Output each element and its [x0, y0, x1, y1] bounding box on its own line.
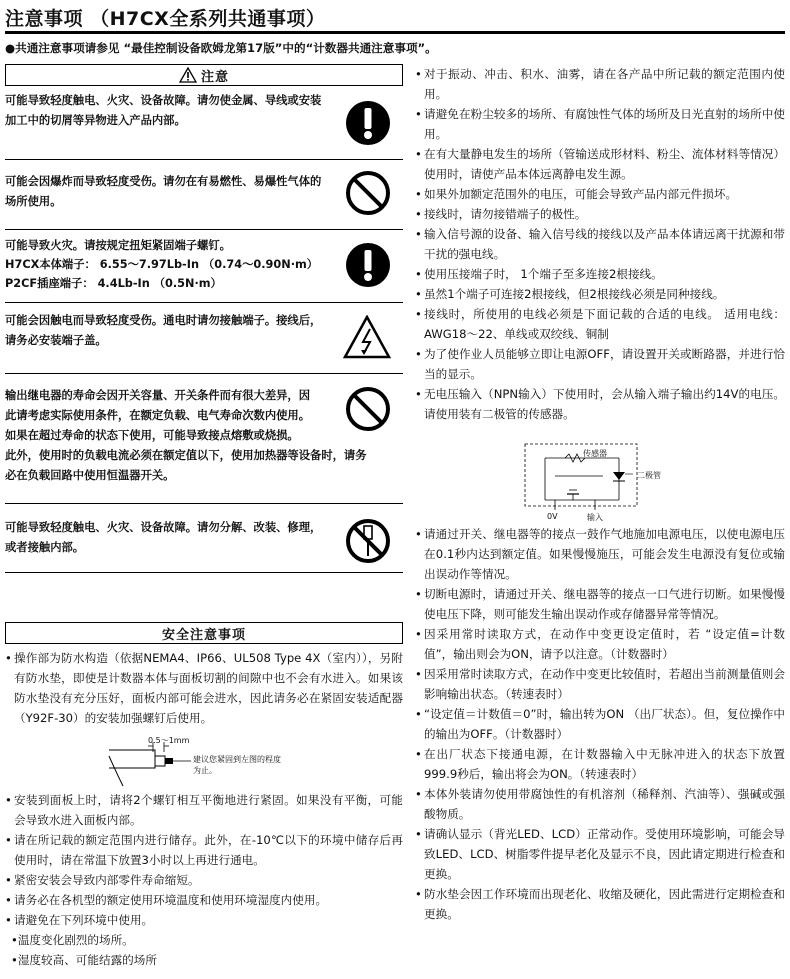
- list-item: • 在出厂状态下接通电源，在计数器输入中无脉冲进入的状态下放置999.9秒后，输出将会为ON。（转速表时）: [415, 747, 785, 781]
- caution-item: [5, 374, 403, 504]
- list-item: • 请避免在下列环境中使用。: [5, 913, 154, 927]
- caution-text: 可能导致轻度触电、火灾、设备故障。请勿分解、改装、修理，或者接触内部。: [5, 521, 322, 554]
- torque-spec-p2cf: P2CF插座端子： 4.4Lb-In （0.5N·m）: [5, 277, 222, 290]
- sensor-label: 传感器: [583, 449, 607, 458]
- list-item: • 输入信号源的设备、输入信号线的接线以及产品本体请远离干扰源和带干扰的强电线。: [415, 227, 785, 261]
- warning-triangle-icon: [179, 67, 197, 83]
- diode-label: 二极管: [637, 471, 661, 480]
- zero-volt-label: 0V: [547, 512, 558, 521]
- intro-note: ●共通注意事项请参见 “最佳控制设备欧姆龙第17版”中的“计数器共通注意事项”。: [5, 41, 437, 55]
- caution-text-block: [5, 230, 323, 293]
- list-item: • 请避免在粉尘较多的场所、有腐蚀性气体的场所及日光直射的场所中使用。: [415, 107, 785, 141]
- mandatory-icon: [345, 100, 391, 146]
- prohibition-icon: [345, 386, 391, 432]
- caution-text: 可能会因爆炸而导致轻度受伤。请勿在有易燃性、易爆性气体的场所使用。: [5, 175, 322, 208]
- list-item: • 使用压接端子时， 1个端子至多连接2根接线。: [415, 267, 663, 281]
- list-item: • 虽然1个端子可连接2根接线，但2根接线必须是同种接线。: [415, 287, 725, 301]
- title-divider: [5, 31, 785, 34]
- list-item: • 如果外加额定范围外的电压，可能会导致产品内部元件损坏。: [415, 187, 738, 201]
- caution-item: [5, 86, 403, 160]
- list-item: • 安装到面板上时，请将2个螺钉相互平衡地进行紧固。如果没有平衡，可能会导致水进入面板内部。: [5, 793, 403, 827]
- caution-text-block: [5, 374, 377, 486]
- caution-extra-text: 此外，使用时的负载电流必须在额定值以下，使用加热器等设备时，请务必在负载回路中使用恒温器开关。: [5, 449, 367, 482]
- caution-text: 可能会因触电而导致轻度受伤。通电时请勿接触端子。接线后，请务必安装端子盖。: [5, 314, 322, 347]
- list-item: • 切断电源时，请通过开关、继电器等的接点一口气进行切断。如果慢慢使电压下降，则可能发生输出误动作或存储器异常等情况。: [415, 587, 785, 621]
- list-item: • 对于振动、冲击、积水、油雾，请在各产品中所记载的额定范围内使用。: [415, 67, 785, 101]
- list-item: • 请在所记载的额定范围内进行储存。此外，在-10℃以下的环境中储存后再使用时，请在常温下放置3小时以上再进行通电。: [5, 833, 403, 867]
- list-item: • 为了使作业人员能够立即让电源OFF，请设置开关或断路器，并进行恰当的显示。: [415, 347, 785, 381]
- caution-item: [5, 160, 403, 230]
- list-item: • 因采用常时读取方式，在动作中变更比较值时，若超出当前测量值则会影响输出状态。（转速表时）: [415, 667, 785, 701]
- list-item: • 接线时，所使用的电线必须是下面记载的合适的电线。 适用电线：AWG18～22、单线或双绞线、铜制: [415, 307, 785, 341]
- list-item: • 防水垫会因工作环境而出现老化、收缩及硬化，因此需进行定期检查和更换。: [415, 887, 785, 921]
- list-item: • 本体外装请勿使用带腐蚀性的有机溶剂（稀释剂、汽油等）、强碱或强酸物质。: [415, 787, 785, 821]
- list-item: • 因采用常时读取方式，在动作中变更设定值时，若 “设定值=计数值”，输出则会为ON，请予以注意。（计数器时）: [415, 627, 785, 661]
- safety-right-list-b: [415, 524, 785, 924]
- caution-text: 输出继电器的寿命会因开关容量、开关条件而有很大差异，因此请考虑实际使用条件，在额定负载、电气寿命次数内使用。如果在超过寿命的状态下使用，可能导致接点熔敷或烧损。: [5, 389, 311, 442]
- sensor-wiring-diagram: [415, 424, 785, 524]
- list-item: • 操作部为防水构造（依据NEMA4、IP66、UL508 Type 4X（室内）），另附有防水垫，即使是计数器本体与面板切割的间隙中也不会有水进入。如果该防水垫没有充分压好，面板内部可能会进水，因此请务必在紧固安装适配器（Y92F-30）的安装加强螺钉后使用。: [5, 651, 403, 725]
- right-column: [415, 64, 785, 924]
- caution-heading: 注意: [200, 69, 229, 85]
- list-item: • 请通过开关、继电器等的接点一鼓作气地施加电源电压，以使电源电压在0.1秒内达到额定值。如果慢慢施压，可能会发生电源没有复位或输出误动作等情况。: [415, 527, 785, 581]
- gap-dimension-label: 0.5～1mm: [148, 736, 190, 745]
- safety-left-list: [5, 648, 403, 970]
- sub-list-item: •湿度较高、可能结露的场所: [11, 953, 157, 967]
- list-item: • 请务必在各机型的额定使用环境温度和使用环境湿度内使用。: [5, 893, 328, 907]
- caution-item: [5, 504, 403, 573]
- mandatory-icon: [345, 242, 391, 288]
- caution-text: 可能导致火灾。请按规定扭矩紧固端子螺钉。: [5, 239, 231, 252]
- caution-item: [5, 230, 403, 303]
- list-item: • 请确认显示（背光LED、LCD）正常动作。受使用环境影响，可能会导致LED、LCD、树脂零件提早老化及显示不良，因此请定期进行检查和更换。: [415, 827, 785, 881]
- safety-heading: 安全注意事项: [161, 627, 246, 643]
- page-title: 注意事项 （H7CX全系列共通事项）: [5, 8, 326, 30]
- screw-figure: [5, 728, 403, 790]
- sub-list-item: •温度变化剧烈的场所。: [11, 933, 134, 947]
- disassembly-prohibited-icon: [345, 518, 391, 564]
- safety-right-list-a: [415, 64, 785, 424]
- caution-header: [5, 64, 403, 86]
- electric-shock-icon: [343, 315, 391, 359]
- left-column: [5, 64, 403, 970]
- input-label: 输入: [587, 513, 603, 522]
- torque-spec-h7cx: H7CX本体端子： 6.55～7.97Lb-In （0.74～0.90N·m）: [5, 258, 319, 271]
- safety-header: [5, 622, 403, 644]
- list-item: • 无电压输入（NPN输入）下使用时，会从输入端子输出约14V的电压。请使用装有二极管的传感器。: [415, 387, 785, 421]
- screw-note: 建议您紧固到左图的程度为止。: [193, 755, 281, 775]
- list-item: • 在有大量静电发生的场所（管输送成形材料、粉尘、流体材料等情况）使用时，请使产品本体远离静电发生源。: [415, 147, 785, 181]
- prohibition-icon: [345, 170, 391, 216]
- caution-text: 可能导致轻度触电、火灾、设备故障。请勿使金属、导线或安装加工中的切屑等异物进入产品内部。: [5, 94, 322, 127]
- caution-item: [5, 303, 403, 374]
- list-item: • “设定值＝计数值＝0”时，输出转为ON （出厂状态）。但，复位操作中的输出为OFF。（计数器时）: [415, 707, 785, 741]
- list-item: • 接线时，请勿接错端子的极性。: [415, 207, 587, 221]
- sensor-figure: [415, 424, 785, 524]
- list-item: • 紧密安装会导致内部零件寿命缩短。: [5, 873, 200, 887]
